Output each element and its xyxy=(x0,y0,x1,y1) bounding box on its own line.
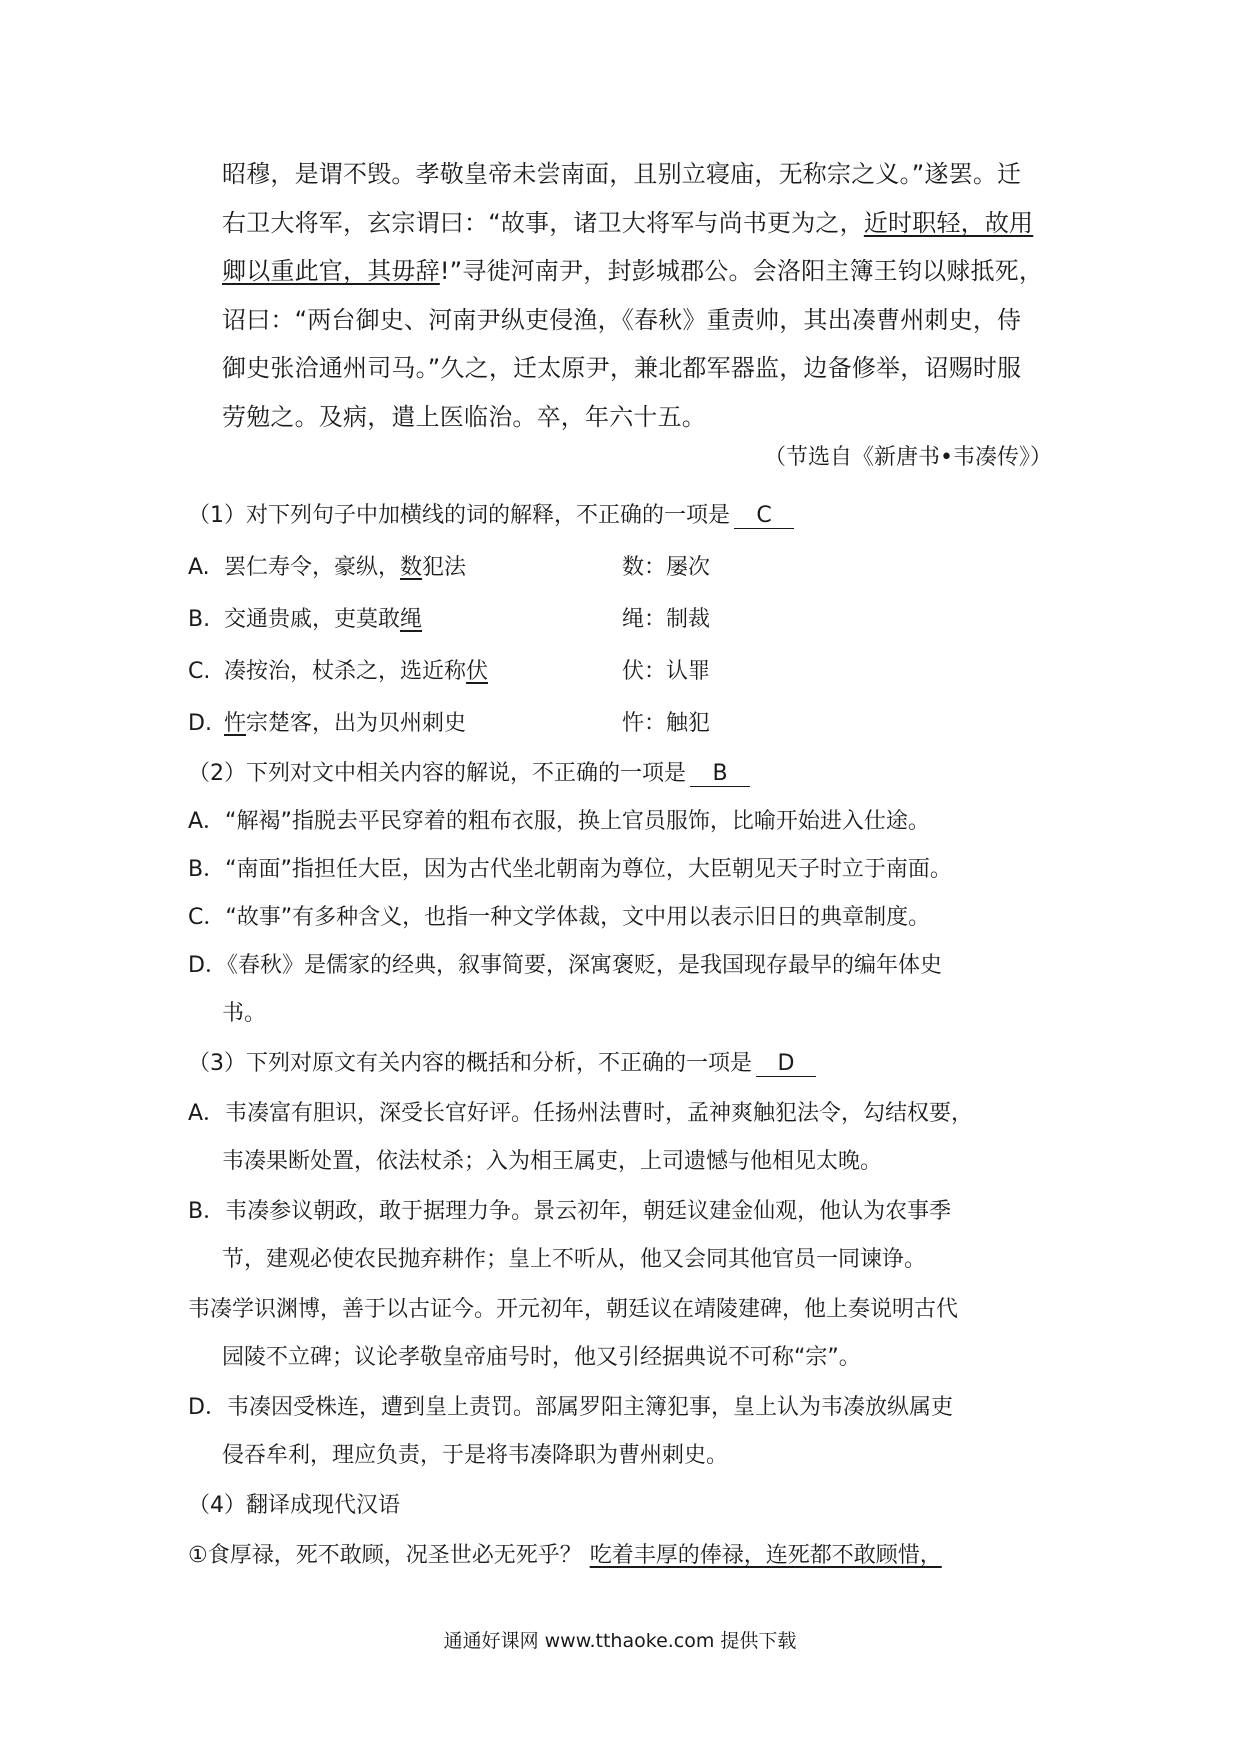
q2-stem xyxy=(188,756,750,787)
q3-option-a: A．韦凑富有胆识，深受长官好评。任扬州法曹时，孟神爽触犯法令，勾结权要， xyxy=(188,1101,974,1126)
q3-option-d-cont: 侵吞牟利，理应负责，于是将韦凑降职为曹州刺史。 xyxy=(222,1443,729,1468)
option-text: 忤宗楚客，出为贝州刺史 xyxy=(224,711,467,736)
passage-text: !”寻徙河南尹，封彭城郡公。会洛阳主簿王钧以赇抵死， xyxy=(439,257,1044,285)
passage-text: 右卫大将军，玄宗谓曰：“故事，诸卫大将军与尚书更为之， xyxy=(222,208,864,237)
q3-option-b-cont: 节，建观必使农民抛弃耕作；皇上不听从，他又会同其他官员一同谏诤。 xyxy=(222,1247,927,1272)
q2-option-c: C．“故事”有多种含义，也指一种文学体裁，文中用以表示旧日的典章制度。 xyxy=(188,905,931,930)
option-text: 交通贵戚，吏莫敢绳 xyxy=(224,607,423,632)
q3-option-d: D．韦凑因受株连，遭到皇上责罚。部属罗阳主簿犯事，皇上认为韦凑放纵属吏 xyxy=(188,1395,953,1420)
passage-source: （节选自《新唐书•韦凑传》） xyxy=(764,445,1052,470)
q3-option-b: B．韦凑参议朝政，敢于据理力争。景云初年，朝廷议建金仙观，他认为农事季 xyxy=(188,1199,952,1224)
passage-line: 昭穆，是谓不毁。孝敬皇帝未尝南面，且别立寝庙，无称宗之义。”遂罢。迁 xyxy=(222,160,1022,188)
option-key: D. xyxy=(188,711,212,736)
option-gloss: 伏：认罪 xyxy=(622,659,711,684)
q4-item-1 xyxy=(188,1538,942,1569)
option-key: B. xyxy=(188,607,211,632)
q1-stem-text: （1）对下列句子中加横线的词的解释，不正确的一项是 xyxy=(188,503,730,528)
underlined-word: 伏 xyxy=(466,659,489,684)
passage-line: 劳勉之。及病，遣上医临治。卒，年六十五。 xyxy=(222,402,706,431)
q4-item-1-text: ①食厚禄，死不敢顾，况圣世必无死乎？ xyxy=(188,1543,582,1568)
q1-option-d xyxy=(188,706,710,737)
q2-stem-text: （2）下列对文中相关内容的解说，不正确的一项是 xyxy=(188,761,686,786)
q1-option-b xyxy=(188,602,710,633)
page-footer: 通通好课网 www.tthaoke.com 提供下载 xyxy=(443,1630,797,1652)
q1-stem xyxy=(188,498,794,529)
q2-option-a: A．“解褐”指脱去平民穿着的粗布衣服，换上官员服饰，比喻开始进入仕途。 xyxy=(188,809,930,834)
underlined-phrase: 近时职轻，故用 xyxy=(863,208,1034,237)
passage-line: 御史张洽通州司马。”久之，迁太原尹，兼北都军器监，边备修举，诏赐时服 xyxy=(222,354,1022,382)
option-gloss: 绳：制裁 xyxy=(622,607,711,632)
underlined-phrase: 卿以重此官，其毋辞 xyxy=(222,257,440,285)
q1-option-c xyxy=(188,654,710,685)
q2-option-d: D．《春秋》是儒家的经典，叙事简要，深寓褒贬，是我国现存最早的编年体史 xyxy=(188,953,942,978)
underlined-word: 忤 xyxy=(224,711,247,736)
option-gloss: 数：屡次 xyxy=(622,555,711,580)
q1-answer: C xyxy=(734,503,794,529)
q3-answer: D xyxy=(756,1051,816,1077)
q2-option-d-cont: 书。 xyxy=(222,1001,267,1026)
q3-stem-text: （3）下列对原文有关内容的概括和分析，不正确的一项是 xyxy=(188,1051,752,1076)
q3-stem xyxy=(188,1046,816,1077)
option-key: A. xyxy=(188,555,210,580)
q3-option-a-cont: 韦凑果断处置，依法杖杀；入为相王属吏，上司遗憾与他相见太晚。 xyxy=(222,1149,883,1174)
underlined-word: 数 xyxy=(400,555,423,580)
option-key: C. xyxy=(188,659,211,684)
q4-stem: （4）翻译成现代汉语 xyxy=(188,1493,400,1518)
q3-option-c-cont: 园陵不立碑；议论孝敬皇帝庙号时，他又引经据典说不可称“宗”。 xyxy=(222,1345,861,1370)
q1-option-a xyxy=(188,550,710,581)
q4-item-1-answer: 吃着丰厚的俸禄，连死都不敢顾惜， xyxy=(589,1543,942,1568)
passage-line: 诏曰：“两台御史、河南尹纵吏侵渔，《春秋》重责帅，其出凑曹州刺史，侍 xyxy=(222,305,1022,334)
passage-line xyxy=(222,247,1062,296)
q3-option-c: 韦凑学识渊博，善于以古证今。开元初年，朝廷议在靖陵建碑，他上奏说明古代 xyxy=(188,1297,959,1322)
passage-line xyxy=(222,199,1062,248)
option-gloss: 忤：触犯 xyxy=(622,711,711,736)
q2-answer: B xyxy=(690,761,750,787)
passage xyxy=(222,150,1062,441)
q2-option-b: B．“南面”指担任大臣，因为古代坐北朝南为尊位，大臣朝见天子时立于南面。 xyxy=(188,857,952,882)
option-text: 罢仁寿令，豪纵，数犯法 xyxy=(224,555,467,580)
option-text: 凑按治，杖杀之，选近称伏 xyxy=(224,659,489,684)
underlined-word: 绳 xyxy=(400,607,423,632)
